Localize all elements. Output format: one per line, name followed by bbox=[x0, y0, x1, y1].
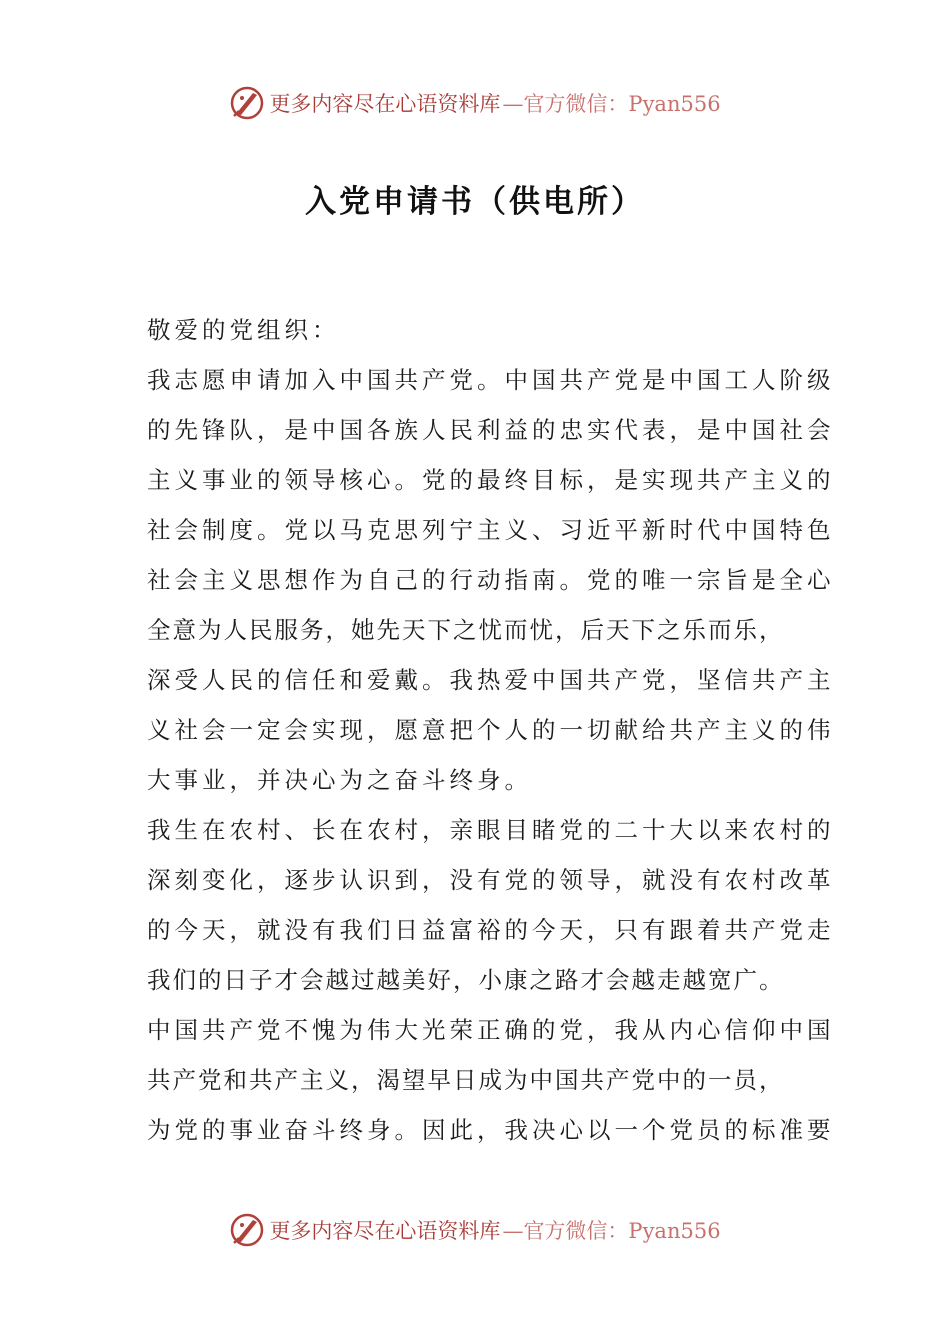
body-line: 义社会一定会实现，愿意把个人的一切献给共产主义的伟 bbox=[147, 716, 835, 744]
salutation: 敬爱的党组织： bbox=[147, 316, 340, 344]
watermark-text: 更多内容尽在心语资料库 bbox=[269, 1219, 501, 1243]
body-line: 的先锋队，是中国各族人民利益的忠实代表，是中国社会 bbox=[147, 416, 835, 444]
quill-logo-icon bbox=[229, 85, 265, 121]
body-line: 社会主义思想作为自己的行动指南。党的唯一宗旨是全心 bbox=[147, 566, 835, 594]
body-line: 大事业，并决心为之奋斗终身。 bbox=[147, 766, 532, 794]
body-line: 我生在农村、长在农村，亲眼目睹党的二十大以来农村的 bbox=[147, 816, 835, 844]
quill-logo-icon bbox=[229, 1212, 265, 1248]
body-line: 社会制度。党以马克思列宁主义、习近平新时代中国特色 bbox=[147, 516, 835, 544]
body-line: 深刻变化，逐步认识到，没有党的领导，就没有农村改革 bbox=[147, 866, 835, 894]
body-line: 主义事业的领导核心。党的最终目标，是实现共产主义的 bbox=[147, 466, 835, 494]
document-title: 入党申请书（供电所） bbox=[305, 184, 645, 220]
body-line: 全意为人民服务，她先天下之忧而忧，后天下之乐而乐， bbox=[147, 616, 785, 644]
watermark-wechat: —官方微信：Pyan556 bbox=[502, 92, 721, 116]
body-line: 深受人民的信任和爱戴。我热爱中国共产党，坚信共产主 bbox=[147, 666, 835, 694]
header-watermark bbox=[0, 83, 950, 123]
watermark-wechat: —官方微信：Pyan556 bbox=[502, 1219, 721, 1243]
document-body bbox=[147, 305, 835, 1155]
body-line: 中国共产党不愧为伟大光荣正确的党，我从内心信仰中国 bbox=[147, 1016, 835, 1044]
body-line: 的今天，就没有我们日益富裕的今天，只有跟着共产党走 bbox=[147, 916, 835, 944]
body-line: 我们的日子才会越过越美好，小康之路才会越走越宽广。 bbox=[147, 966, 785, 994]
footer-watermark bbox=[0, 1210, 950, 1250]
watermark-text: 更多内容尽在心语资料库 bbox=[269, 92, 501, 116]
body-line: 为党的事业奋斗终身。因此，我决心以一个党员的标准要 bbox=[147, 1116, 835, 1144]
body-line: 我志愿申请加入中国共产党。中国共产党是中国工人阶级 bbox=[147, 366, 835, 394]
body-line: 共产党和共产主义，渴望早日成为中国共产党中的一员， bbox=[147, 1066, 785, 1094]
